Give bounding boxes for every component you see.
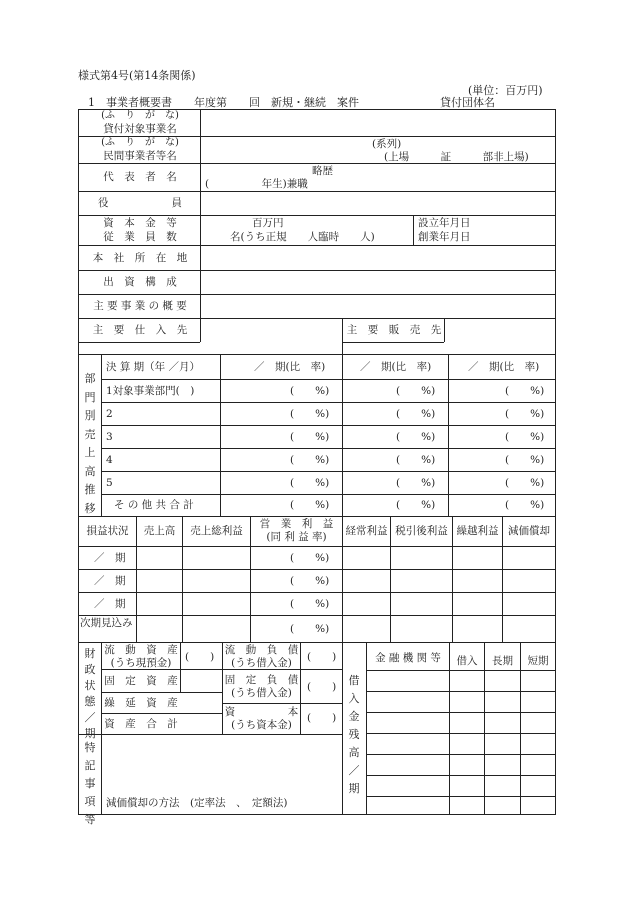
pct-cell: ( %) bbox=[505, 454, 545, 466]
pl-period-label: ／ 期 bbox=[94, 575, 126, 587]
pl-header-gross-profit: 売上総利益 bbox=[190, 525, 243, 537]
pct-cell: ( %) bbox=[396, 408, 436, 420]
paren-cell: ( ) bbox=[307, 651, 337, 663]
furigana-label-1: (ふ り が な) bbox=[101, 110, 179, 121]
period-ratio-header-2: ／ 期(比 率) bbox=[360, 361, 432, 373]
established-date-label: 設立年月日 bbox=[418, 217, 471, 229]
paren-cell: ( ) bbox=[185, 651, 215, 663]
representative-label: 代 表 者 名 bbox=[103, 171, 177, 183]
borrowing-balance-side-label: 借入金残高／期 bbox=[348, 674, 360, 795]
pct-cell: ( %) bbox=[396, 431, 436, 443]
career-label: 略歴 bbox=[312, 165, 333, 177]
pct-cell: ( %) bbox=[290, 408, 330, 420]
pl-period-label: ／ 期 bbox=[94, 552, 126, 564]
capital-label: 資 本 金 等 bbox=[103, 217, 177, 229]
pct-cell: ( %) bbox=[505, 408, 545, 420]
pct-cell: ( %) bbox=[505, 431, 545, 443]
financial-status-side-label: 財政状態／期 bbox=[84, 647, 96, 740]
short-term-header: 短期 bbox=[527, 655, 549, 667]
private-operator-label: 民間事業者等名 bbox=[103, 150, 177, 162]
pl-header-status: 損益状況 bbox=[86, 525, 129, 537]
sales-row-label: 1対象事業部門( ) bbox=[106, 385, 195, 397]
paid-in-capital-label: (うち資本金) bbox=[231, 719, 292, 731]
current-liabilities-label: 流 動 負 債 bbox=[224, 644, 299, 656]
fiscal-period-label: 決 算 期（年 ／月） bbox=[106, 361, 201, 373]
pct-cell: ( %) bbox=[505, 385, 545, 397]
furigana-label-2: (ふ り が な) bbox=[101, 137, 179, 148]
officers-label: 役 員 bbox=[98, 197, 182, 209]
pl-period-label: ／ 期 bbox=[94, 598, 126, 610]
main-suppliers-label: 主 要 仕 入 先 bbox=[92, 324, 188, 336]
investment-label: 出 資 構 成 bbox=[103, 276, 177, 288]
lender-name-label: 貸付団体名 bbox=[440, 96, 495, 109]
special-notes-side-label: 特記事項等 bbox=[84, 741, 96, 826]
employee-breakdown: 名(うち正規 人臨時 人) bbox=[230, 231, 375, 243]
pct-cell: ( %) bbox=[396, 499, 436, 511]
period-ratio-header-3: ／ 期(比 率) bbox=[468, 361, 540, 373]
short-borrowings-label: (うち借入金) bbox=[231, 657, 292, 669]
long-borrowings-label: (うち借入金) bbox=[231, 687, 292, 699]
pct-cell: ( %) bbox=[290, 499, 330, 511]
total-assets-label: 資 産 合 計 bbox=[104, 718, 178, 730]
sales-row-label: 3 bbox=[106, 431, 113, 443]
form-number: 様式第4号(第14条関係) bbox=[78, 69, 196, 82]
sales-row-label: 4 bbox=[106, 454, 113, 466]
pct-cell: ( %) bbox=[290, 477, 330, 489]
fixed-assets-label: 固 定 資 産 bbox=[104, 675, 178, 687]
sales-row-label: 5 bbox=[106, 477, 113, 489]
deferred-assets-label: 繰 延 資 産 bbox=[104, 697, 178, 709]
pct-cell: ( %) bbox=[396, 385, 436, 397]
current-assets-label: 流 動 資 産 bbox=[104, 644, 178, 656]
pct-cell: ( %) bbox=[290, 598, 330, 610]
pl-header-depreciation: 減価償却 bbox=[508, 525, 550, 537]
pct-cell: ( %) bbox=[505, 499, 545, 511]
fixed-liabilities-label: 固 定 負 債 bbox=[224, 674, 299, 686]
pct-cell: ( %) bbox=[396, 477, 436, 489]
pct-cell: ( %) bbox=[290, 385, 330, 397]
financial-institution-header: 金 融 機 関 等 bbox=[375, 652, 441, 664]
pct-cell: ( %) bbox=[290, 623, 330, 635]
form-title: 1 事業者概要書 年度第 回 新規・継続 案件 bbox=[88, 96, 359, 109]
unit-label: (単位：百万円) bbox=[468, 84, 543, 97]
lender-name-underline bbox=[497, 109, 543, 110]
sales-trend-side-label: 部門別売上高推移 bbox=[84, 372, 96, 515]
pl-forecast-label: 次期見込み bbox=[80, 617, 133, 629]
pl-header-sales: 売上高 bbox=[143, 525, 176, 537]
main-customers-label: 主 要 販 売 先 bbox=[346, 324, 442, 336]
keiretsu-label: (系列) bbox=[372, 138, 402, 150]
pl-header-retained: 繰越利益 bbox=[456, 525, 499, 537]
pct-cell: ( %) bbox=[290, 454, 330, 466]
million-yen-unit: 百万円 bbox=[252, 217, 284, 229]
long-term-header: 長期 bbox=[492, 655, 513, 667]
paren-cell: ( ) bbox=[307, 712, 337, 724]
head-office-label: 本 社 所 在 地 bbox=[92, 252, 188, 264]
listing-status: (上場 証 部非上場) bbox=[384, 151, 529, 163]
pl-header-ordinary-profit: 経常利益 bbox=[345, 525, 388, 537]
sales-row-label: 2 bbox=[106, 408, 113, 420]
cash-label: (うち現預金) bbox=[110, 657, 172, 669]
paren-cell: ( ) bbox=[307, 681, 337, 693]
pl-header-net-profit: 税引後利益 bbox=[395, 525, 448, 537]
target-business-label: 貸付対象事業名 bbox=[103, 123, 177, 135]
period-ratio-header-1: ／ 期(比 率) bbox=[254, 361, 326, 373]
capital-section-label: 資 本 bbox=[224, 706, 299, 718]
founded-date-label: 創業年月日 bbox=[418, 231, 471, 243]
main-business-label: 主 要 事 業 の 概 要 bbox=[93, 300, 187, 312]
pct-cell: ( %) bbox=[290, 575, 330, 587]
pct-cell: ( %) bbox=[505, 477, 545, 489]
birth-year-label: ( 年生)兼職 bbox=[205, 178, 308, 190]
pct-cell: ( %) bbox=[396, 454, 436, 466]
sales-other-total-label: そ の 他 共 合 計 bbox=[114, 499, 194, 511]
pl-header-operating-profit: 営 業 利 益 bbox=[259, 518, 334, 530]
pct-cell: ( %) bbox=[290, 431, 330, 443]
employees-label: 従 業 員 数 bbox=[103, 231, 177, 243]
pct-cell: ( %) bbox=[290, 552, 330, 564]
depreciation-method: 減価償却の方法 (定率法 、 定額法) bbox=[106, 797, 288, 809]
pl-header-margin: (同 利 益 率) bbox=[266, 531, 327, 543]
borrowing-header: 借入 bbox=[456, 655, 478, 667]
